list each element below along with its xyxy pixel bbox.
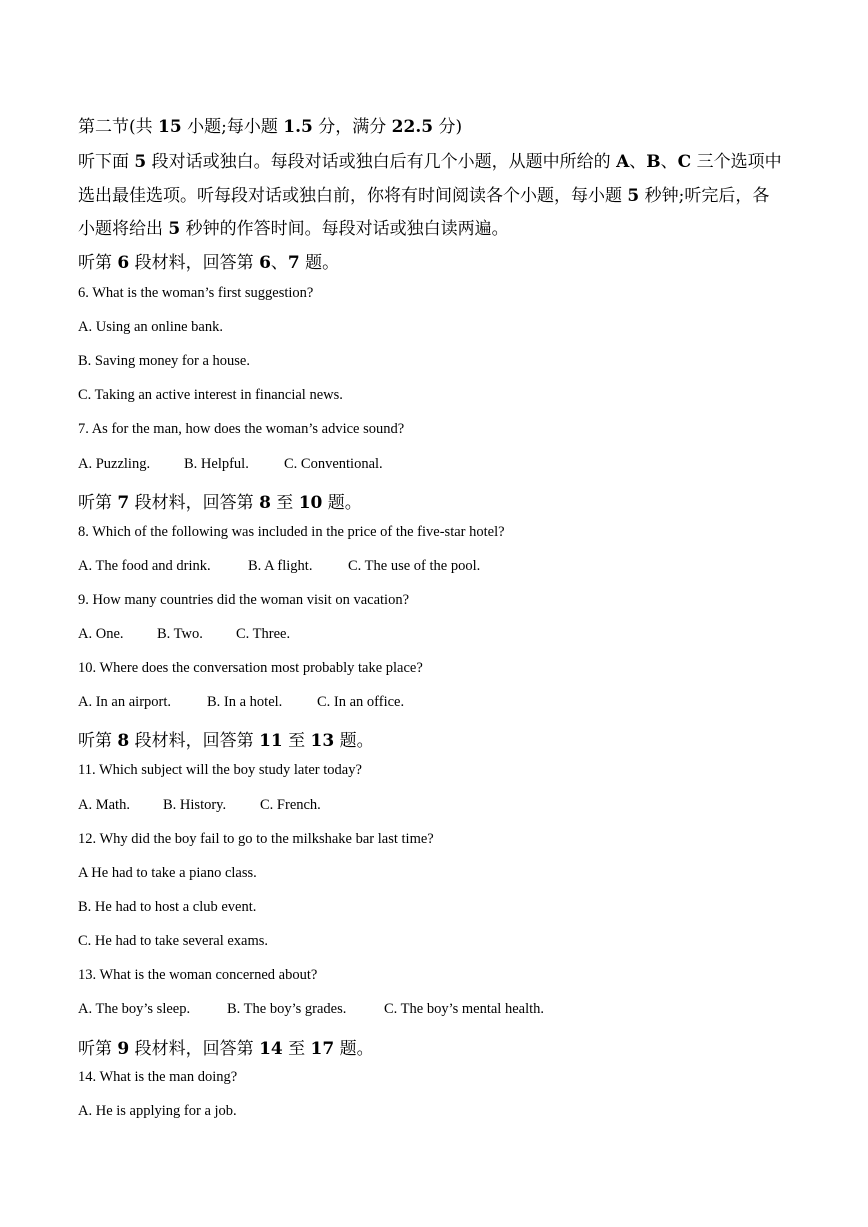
group-header: 听第 6 段材料，回答第 6、7 题。 (78, 253, 340, 273)
option: C. Conventional. (284, 456, 383, 472)
options-row (78, 694, 404, 711)
option: C. Taking an active interest in financial news. (78, 387, 343, 403)
option: B. He had to host a club event. (78, 899, 257, 915)
option: B. Two. (157, 626, 203, 642)
question-stem: 12. Why did the boy fail to go to the milkshake bar last time? (78, 831, 434, 847)
section-title: 第二节(共 15 小题;每小题 1.5 分，满分 22.5 分) (78, 117, 463, 137)
option: B. Helpful. (184, 456, 249, 472)
group-header: 听第 9 段材料，回答第 14 至 17 题。 (78, 1039, 374, 1059)
instructions-line-2: 选出最佳选项。听每段对话或独白前，你将有时间阅读各个小题，每小题 5 秒钟;听完后，各 (78, 186, 770, 206)
question-stem: 9. How many countries did the woman visit on vacation? (78, 592, 410, 608)
instructions-line-1: 听下面 5 段对话或独白。每段对话或独白后有几个小题，从题中所给的 A、B、C 三个选项中 (78, 152, 782, 172)
question-stem: 14. What is the man doing? (78, 1069, 238, 1085)
question-stem: 6. What is the woman’s first suggestion? (78, 285, 314, 301)
option: A. The boy’s sleep. (78, 1001, 191, 1017)
option: A. One. (78, 626, 124, 642)
option: C. In an office. (317, 694, 405, 710)
question-stem: 13. What is the woman concerned about? (78, 967, 318, 983)
option: A He had to take a piano class. (78, 865, 257, 881)
options-row (78, 797, 321, 814)
question-stem: 11. Which subject will the boy study later today? (78, 762, 362, 778)
options-row (78, 456, 383, 473)
option: B. In a hotel. (207, 694, 283, 710)
option: B. History. (163, 797, 227, 813)
option: C. French. (260, 797, 321, 813)
option: A. Puzzling. (78, 456, 151, 472)
options-row (78, 1001, 544, 1018)
question-stem: 8. Which of the following was included in the price of the five-star hotel? (78, 524, 505, 540)
option: B. The boy’s grades. (227, 1001, 347, 1017)
question-stem: 10. Where does the conversation most probably take place? (78, 660, 423, 676)
option: B. Saving money for a house. (78, 353, 250, 369)
options-row (78, 626, 290, 643)
option: A. The food and drink. (78, 558, 211, 574)
option: A. He is applying for a job. (78, 1103, 237, 1119)
option: C. He had to take several exams. (78, 933, 269, 949)
option: A. Using an online bank. (78, 319, 223, 335)
option: C. The use of the pool. (348, 558, 481, 574)
instructions-line-3: 小题将给出 5 秒钟的作答时间。每段对话或独白读两遍。 (78, 219, 509, 239)
question-stem: 7. As for the man, how does the woman’s advice sound? (78, 421, 405, 437)
option: B. A flight. (248, 558, 313, 574)
options-row (78, 558, 480, 575)
option: C. The boy’s mental health. (384, 1001, 545, 1017)
option: A. Math. (78, 797, 130, 813)
group-header: 听第 7 段材料，回答第 8 至 10 题。 (78, 493, 362, 513)
option: C. Three. (236, 626, 291, 642)
group-header: 听第 8 段材料，回答第 11 至 13 题。 (78, 731, 374, 751)
option: A. In an airport. (78, 694, 172, 710)
